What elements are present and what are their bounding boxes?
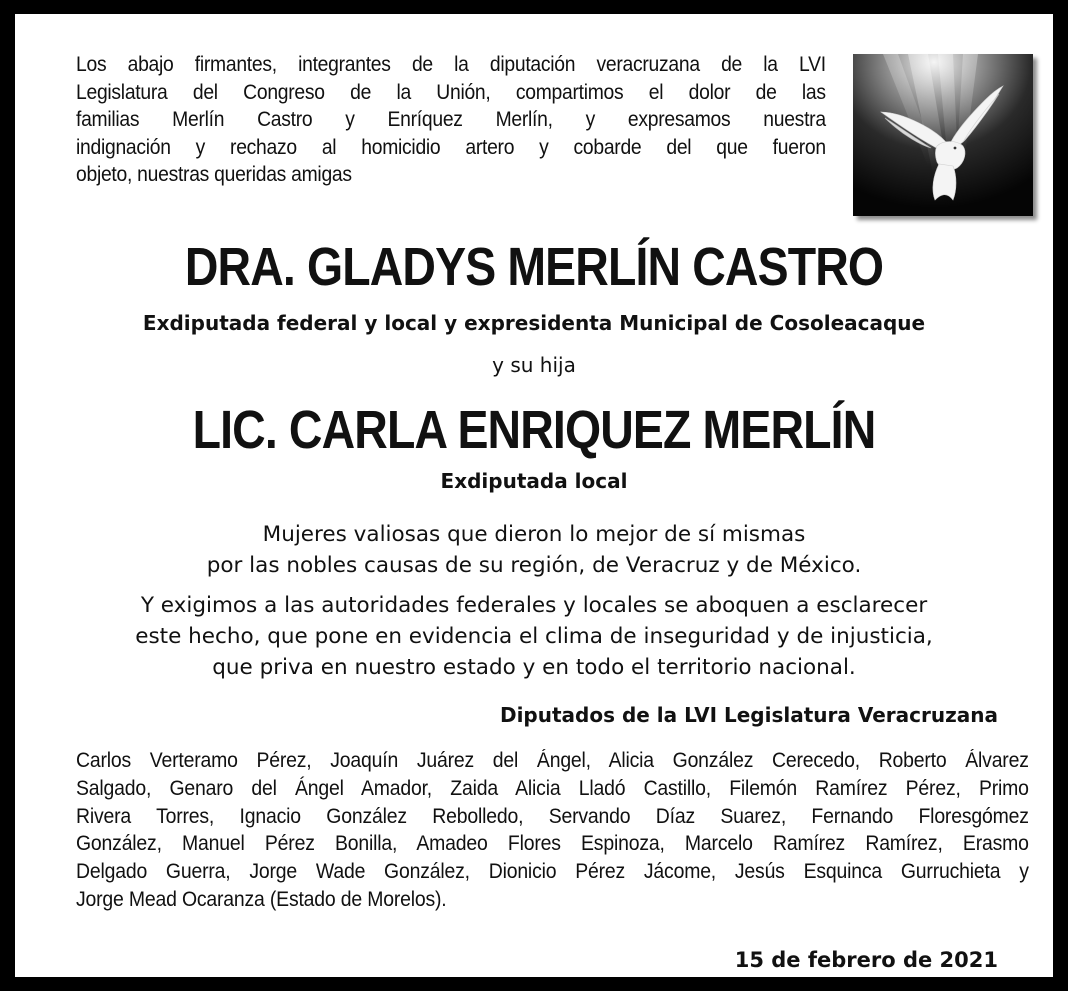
dove-icon: [853, 54, 1033, 216]
demand-line: este hecho, que pone en evidencia el clima de inseguridad y de injusticia,: [135, 624, 933, 649]
signers-line: Salgado, Genaro del Ángel Amador, Zaida Alicia Lladó Castillo, Filemón Ramírez Pérez, Primo: [76, 776, 1029, 800]
tribute-line: por las nobles causas de su región, de Veracruz y de México.: [206, 553, 862, 578]
tribute-paragraph: [15, 519, 1053, 581]
deceased-name-primary: DRA. GLADYS MERLÍN CASTRO: [184, 237, 884, 297]
intro-line: Legislatura del Congreso de la Unión, compartimos el dolor de las: [76, 80, 826, 104]
deceased-role-secondary: Exdiputada local: [440, 469, 628, 493]
signers-line: Delgado Guerra, Jorge Wade González, Dionicio Pérez Jácome, Jesús Esquinca Gurruchieta y: [76, 860, 1029, 884]
intro-paragraph: [76, 51, 826, 189]
dove-photo: [853, 54, 1033, 216]
demand-paragraph: [15, 590, 1053, 683]
demand-line: Y exigimos a las autoridades federales y locales se aboquen a esclarecer: [140, 593, 928, 618]
relation-connector: y su hija: [492, 353, 576, 377]
tribute-line: Mujeres valiosas que dieron lo mejor de sí mismas: [262, 522, 806, 547]
signers-line: Jorge Mead Ocaranza (Estado de Morelos).: [76, 887, 447, 911]
intro-line: objeto, nuestras queridas amigas: [76, 163, 352, 186]
deceased-role-primary: Exdiputada federal y local y expresidenta Municipal de Cosoleacaque: [142, 311, 926, 335]
intro-line: familias Merlín Castro y Enríquez Merlín, y expresamos nuestra: [76, 108, 826, 131]
signers-line: Rivera Torres, Ignacio González Rebolledo, Servando Díaz Suarez, Fernando Floresgómez: [76, 804, 1029, 828]
deceased-name-secondary: LIC. CARLA ENRIQUEZ MERLÍN: [192, 400, 876, 460]
signers-line: Carlos Verteramo Pérez, Joaquín Juárez del Ángel, Alicia González Cerecedo, Roberto Álvarez: [76, 749, 1029, 772]
signers-title: Diputados de la LVI Legislatura Veracruzana: [499, 703, 998, 727]
publication-date: 15 de febrero de 2021: [734, 948, 998, 972]
intro-line: indignación y rechazo al homicidio artero y cobarde del que fueron: [76, 135, 826, 159]
intro-line: Los abajo firmantes, integrantes de la diputación veracruzana de la LVI: [76, 53, 826, 76]
demand-line: que priva en nuestro estado y en todo el territorio nacional.: [212, 655, 856, 680]
signers-line: González, Manuel Pérez Bonilla, Amadeo Flores Espinoza, Marcelo Ramírez Ramírez, Erasmo: [76, 832, 1029, 856]
signers-list: [76, 747, 1029, 914]
